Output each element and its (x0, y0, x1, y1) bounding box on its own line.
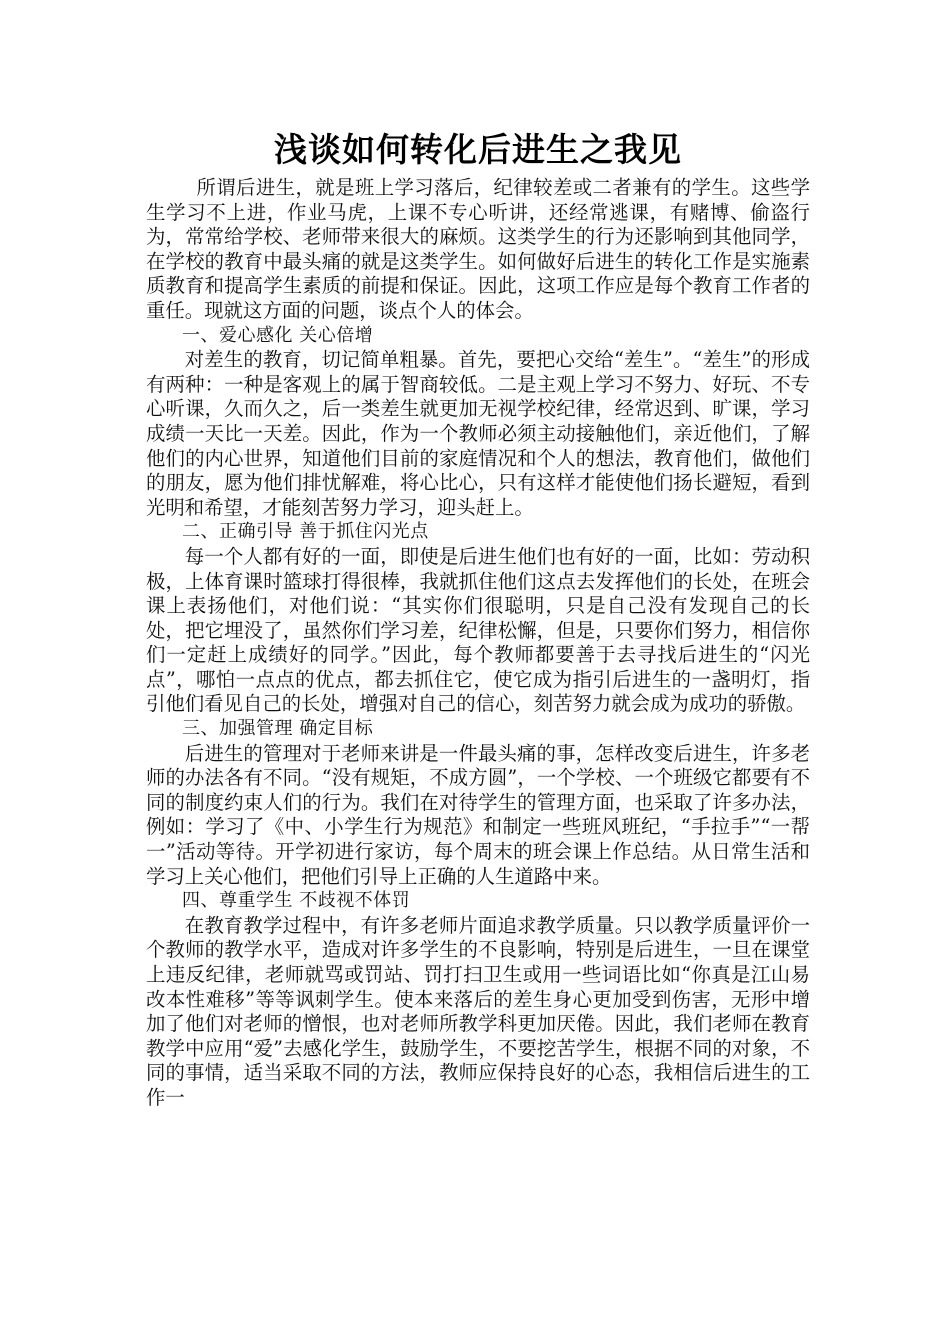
document-page (146, 128, 810, 1111)
section-body-1: 对差生的教育，切记简单粗暴。首先，要把心交给“差生”。“差生”的形成有两种：一种是客观上的属于智商较低。二是主观上学习不努力、好玩、不专心听课，久而久之，后一类差生就更加无视学校纪律，经常迟到、旷课，学习成绩一天比一天差。因此，作为一个教师必须主动接触他们，亲近他们，了解他们的内心世界，知道他们目前的家庭情况和个人的想法，教育他们，做他们的朋友，愿为他们排忧解难，将心比心，只有这样才能使他们扬长避短，看到光明和希望，才能刻苦努力学习，迎头赶上。 (146, 348, 810, 519)
section-body-4: 在教育教学过程中，有许多老师片面追求教学质量。只以教学质量评价一个教师的教学水平，造成对许多学生的不良影响，特别是后进生，一旦在课堂上违反纪律，老师就骂或罚站、罚打扫卫生或用一些词语比如“你真是江山易改本性难移”等等讽刺学生。使本来落后的差生身心更加受到伤害，无形中增加了他们对老师的憎恨，也对老师所教学科更加厌倦。因此，我们老师在教育教学中应用“爱”去感化学生，鼓励学生，不要挖苦学生，根据不同的对象，不同的事情，适当采取不同的方法，教师应保持良好的心态，我相信后进生的工作一 (146, 913, 810, 1109)
section-heading-4: 四、尊重学生 不歧视不体罚 (182, 890, 411, 912)
section-heading-1: 一、爱心感化 关心倍增 (182, 324, 374, 346)
section-heading-3: 三、加强管理 确定目标 (182, 718, 374, 740)
section-heading-2: 二、正确引导 善于抓住闪光点 (182, 521, 429, 543)
section-body-3: 后进生的管理对于老师来讲是一件最头痛的事，怎样改变后进生，许多老师的办法各有不同。“没有规矩，不成方圆”，一个学校、一个班级它都要有不同的制度约束人们的行为。我们在对待学生的管理方面，也采取了许多办法，例如：学习了《中、小学生行为规范》和制定一些班风班纪，“手拉手”“一帮一”活动等待。开学初进行家访，每个周末的班会课上作总结。从日常生活和学习上关心他们，把他们引导上正确的人生道路中来。 (146, 741, 810, 888)
intro-paragraph: 所谓后进生，就是班上学习落后，纪律较差或二者兼有的学生。这些学生学习不上进，作业马虎，上课不专心听讲，还经常逃课，有赌博、偷盗行为，常常给学校、老师带来很大的麻烦。这类学生的行为还影响到其他同学，在学校的教育中最头痛的就是这类学生。如何做好后进生的转化工作是实施素质教育和提高学生素质的前提和保证。因此，这项工作应是每个教育工作者的重任。现就这方面的问题，谈点个人的体会。 (146, 176, 810, 322)
section-body-2: 每一个人都有好的一面，即使是后进生他们也有好的一面，比如：劳动积极，上体育课时篮球打得很棒，我就抓住他们这点去发挥他们的长处，在班会课上表扬他们，对他们说：“其实你们很聪明，只是自己没有发现自己的长处，把它埋没了，虽然你们学习差，纪律松懈，但是，只要你们努力，相信你们一定赶上成绩好的同学。”因此，每个教师都要善于去寻找后进生的“闪光点”，哪怕一点点的优点，都去抓住它，使它成为指引后进生的一盏明灯，指引他们看见自己的长处，增强对自己的信心，刻苦努力就会成为成功的骄傲。 (146, 544, 810, 716)
document-title: 浅谈如何转化后进生之我见 (274, 130, 682, 169)
